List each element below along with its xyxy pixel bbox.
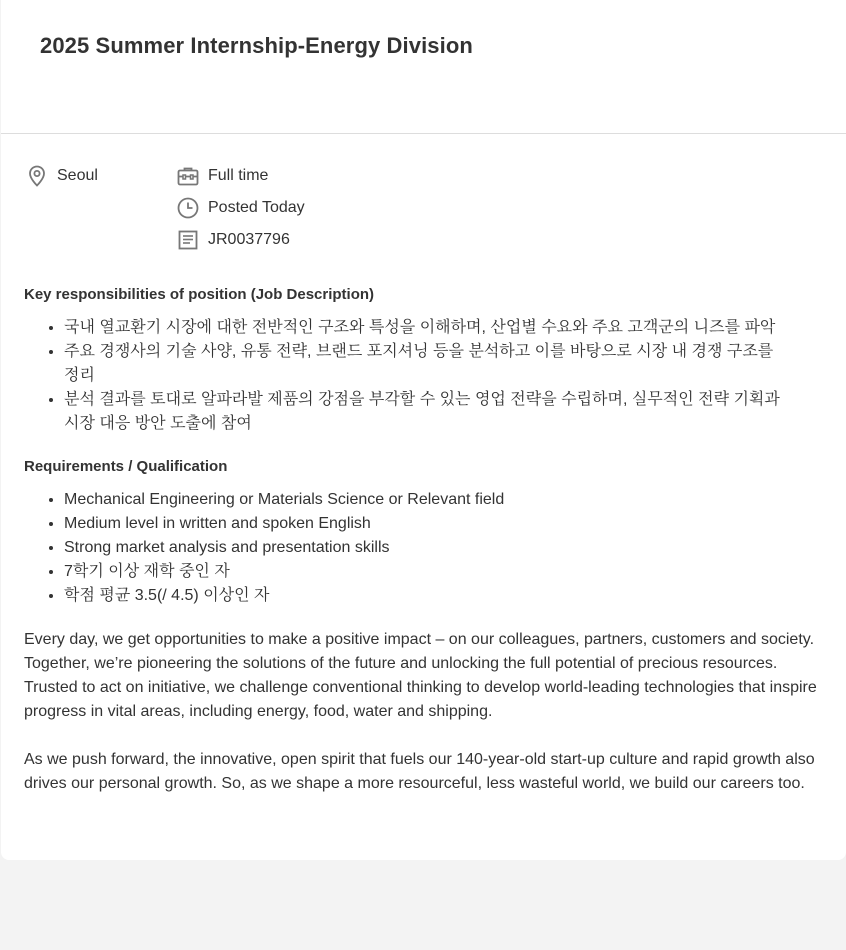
location-item xyxy=(25,164,98,188)
list-item: • Medium level in written and spoken English xyxy=(64,512,780,536)
list-item: • 주요 경쟁사의 기술 사양, 유통 전략, 브랜드 포지셔닝 등을 분석하고 이를 바탕으로 시장 내 경쟁 구조를 정리 xyxy=(64,340,780,388)
list-item: • 학점 평균 3.5(/ 4.5) 이상인 자 xyxy=(64,584,780,608)
job-description xyxy=(24,284,824,820)
list-item: • Mechanical Engineering or Materials Science or Relevant field xyxy=(64,488,780,512)
requisition-item xyxy=(176,228,290,252)
posted-label: Posted Today xyxy=(208,199,305,216)
requirements-list xyxy=(24,488,824,608)
posted-item xyxy=(176,196,305,220)
clock-icon xyxy=(176,196,200,220)
responsibilities-list xyxy=(24,316,824,436)
list-item: • 국내 열교환기 시장에 대한 전반적인 구조와 특성을 이해하며, 산업별 수요와 주요 고객군의 니즈를 파악 xyxy=(64,316,780,340)
document-icon xyxy=(176,228,200,252)
about-paragraph: As we push forward, the innovative, open spirit that fuels our 140-year-old start-up culture and rapid growth also drives our personal growth. So, as we shape a more resourceful, less wasteful world, we build our careers too. xyxy=(24,751,815,792)
job-header xyxy=(1,0,846,134)
about-paragraph: Every day, we get opportunities to make a positive impact – on our colleagues, partners, customers and society. Together, we’re pioneering the solutions of the future and unlocking the full potential of precious resources. Trusted to act on initiative, we challenge conventional thinking to develop world-leading technologies that inspire progress in vital areas, including energy, food, water and shipping. xyxy=(24,631,817,720)
employment-type-label: Full time xyxy=(208,167,269,184)
list-item: • 분석 결과를 토대로 알파라발 제품의 강점을 부각할 수 있는 영업 전략을 수립하며, 실무적인 전략 기획과 시장 대응 방안 도출에 참여 xyxy=(64,388,780,436)
job-card xyxy=(1,0,846,860)
list-item: • Strong market analysis and presentation skills xyxy=(64,536,780,560)
requirements-heading: Requirements / Qualification xyxy=(24,458,228,475)
briefcase-icon xyxy=(176,164,200,188)
list-item: • 7학기 이상 재학 중인 자 xyxy=(64,560,780,584)
location-label: Seoul xyxy=(57,167,98,184)
requisition-id: JR0037796 xyxy=(208,231,290,248)
job-title: 2025 Summer Internship-Energy Division xyxy=(40,33,473,58)
location-pin-icon xyxy=(25,164,49,188)
employment-type-item xyxy=(176,164,268,188)
responsibilities-heading: Key responsibilities of position (Job Description) xyxy=(24,286,375,303)
